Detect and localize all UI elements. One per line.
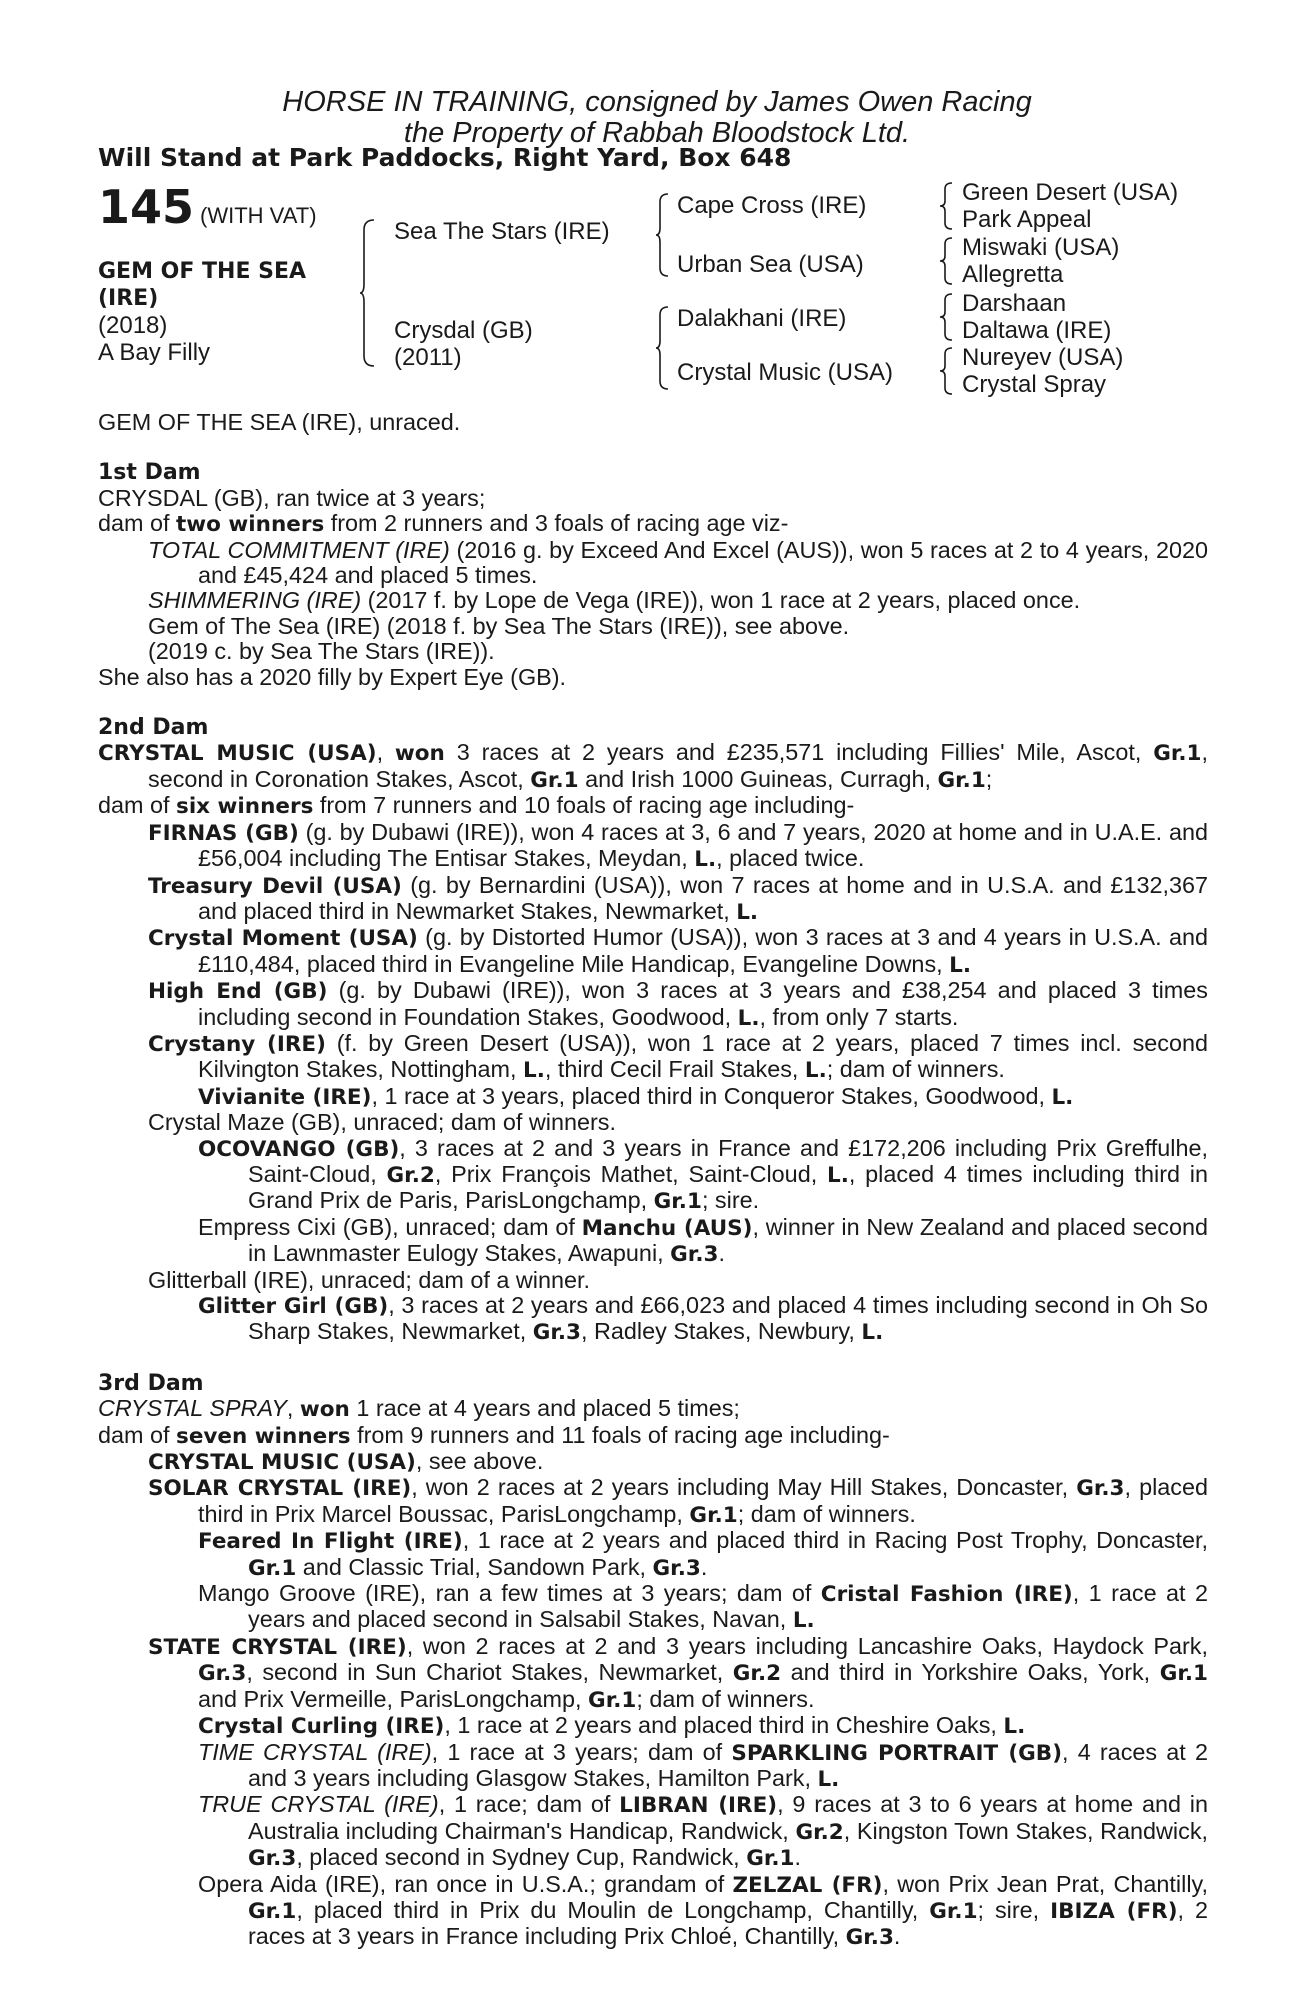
horse-name: GEM OF THE SEA bbox=[98, 259, 307, 284]
produce-state-crystal: STATE CRYSTAL (IRE), won 2 races at 2 and 3 years including Lancashire Oaks, Haydock Park, Gr.3, second in Sun Chariot Stakes, Newmarket, Gr.2 and third in Yorkshire Oaks, York, Gr.1 and Prix Vermeille, ParisLongchamp, Gr.1; dam of winners. bbox=[148, 1632, 1209, 1713]
pedigree-sire-sire: Cape Cross (IRE) bbox=[677, 192, 867, 219]
pedigree-sire-dam: Urban Sea (USA) bbox=[677, 251, 864, 278]
sire-dam-brace bbox=[360, 218, 376, 368]
pedigree-gg8: Crystal Spray bbox=[962, 371, 1107, 398]
lot-number: 145 bbox=[98, 180, 195, 234]
pedigree-dam: Crysdal (GB) bbox=[394, 317, 533, 344]
produce-solar-crystal: SOLAR CRYSTAL (IRE), won 2 races at 2 years including May Hill Stakes, Doncaster, Gr.3, placed third in Prix Marcel Boussac, ParisLongchamp, Gr.1; dam of winners. bbox=[148, 1474, 1208, 1528]
produce-crystal-music: CRYSTAL MUSIC (USA), see above. bbox=[148, 1448, 544, 1476]
second-dam-heading: 2nd Dam bbox=[98, 715, 209, 741]
pedigree-gg5: Darshaan bbox=[962, 290, 1067, 317]
intro-line: GEM OF THE SEA (IRE), unraced. bbox=[98, 409, 461, 435]
produce-time-crystal: TIME CRYSTAL (IRE), 1 race at 3 years; dam of SPARKLING PORTRAIT (GB), 4 races at 2 and 3 years including Glasgow Stakes, Hamilton Park, L. bbox=[198, 1738, 1208, 1792]
dam-parents-brace bbox=[656, 305, 670, 391]
produce-glitter-girl: Glitter Girl (GB), 3 races at 2 years and £66,023 and placed 4 times including second in Oh So Sharp Stakes, Newmarket, Gr.3, Radley Stakes, Newbury, L. bbox=[198, 1292, 1209, 1346]
second-dam-produce-summary: dam of six winners from 7 runners and 10 foals of racing age including- bbox=[98, 792, 855, 820]
pedigree-gg6: Daltawa (IRE) bbox=[962, 317, 1112, 344]
pedigree-gg7: Nureyev (USA) bbox=[962, 344, 1124, 371]
produce-crystal-moment: Crystal Moment (USA) (g. by Distorted Humor (USA)), won 3 races at 3 and 4 years in U.S.A. and £110,484, placed third in Evangeline Mile Handicap, Evangeline Downs, L. bbox=[148, 924, 1208, 978]
produce-opera-aida: Opera Aida (IRE), ran once in U.S.A.; grandam of ZELZAL (FR), won Prix Jean Prat, Chantilly, Gr.1, placed third in Prix du Moulin de Longchamp, Chantilly, Gr.1; sire, IBIZA (FR), 2 races at 3 years in France including Prix Chloé, Chantilly, Gr.3. bbox=[198, 1870, 1208, 1951]
produce-crystany: Crystany (IRE) (f. by Green Desert (USA)), won 1 race at 2 years, placed 7 times incl. second Kilvington Stakes, Nottingham, L., third Cecil Frail Stakes, L.; dam of winners. bbox=[148, 1029, 1208, 1084]
g-brace-2 bbox=[940, 236, 954, 286]
pedigree-dam-year: (2011) bbox=[394, 344, 462, 371]
produce-true-crystal: TRUE CRYSTAL (IRE), 1 race; dam of LIBRAN (IRE), 9 races at 3 to 6 years at home and in Australia including Chairman's Handicap, Randwick, Gr.2, Kingston Town Stakes, Randwick, Gr.3, placed second in Sydney Cup, Randwick, Gr.1. bbox=[198, 1791, 1209, 1872]
pedigree-dam-dam: Crystal Music (USA) bbox=[677, 359, 894, 386]
second-dam-line: CRYSTAL MUSIC (USA), won 3 races at 2 years and £235,571 including Fillies' Mile, Ascot, Gr.1, second in Coronation Stakes, Ascot, Gr.1 and Irish 1000 Guineas, Curragh, Gr.1; bbox=[98, 739, 1209, 793]
horse-description: A Bay Filly bbox=[98, 339, 211, 366]
property-line: the Property of Rabbah Bloodstock Ltd. bbox=[403, 117, 911, 149]
stand-location: Will Stand at Park Paddocks, Right Yard, Box 648 bbox=[98, 143, 792, 172]
produce-glitterball: Glitterball (IRE), unraced; dam of a winner. bbox=[148, 1266, 591, 1293]
produce-ocovango: OCOVANGO (GB), 3 races at 2 and 3 years in France and £172,206 including Prix Greffulhe, Saint-Cloud, Gr.2, Prix François Mathet, Saint-Cloud, L., placed 4 times including third in Grand Prix de Paris, ParisLongchamp, Gr.1; sire. bbox=[198, 1134, 1208, 1215]
catalogue-text bbox=[98, 410, 1208, 1951]
pedigree-gg4: Allegretta bbox=[962, 261, 1064, 288]
lot-number-block bbox=[98, 180, 317, 234]
horse-year: (2018) bbox=[98, 312, 168, 339]
first-dam-heading: 1st Dam bbox=[98, 460, 201, 486]
pedigree-sire: Sea The Stars (IRE) bbox=[394, 218, 610, 245]
sire-parents-brace bbox=[656, 192, 670, 278]
pedigree-gg1: Green Desert (USA) bbox=[962, 179, 1179, 206]
g-brace-1 bbox=[940, 181, 954, 231]
produce-feared-in-flight: Feared In Flight (IRE), 1 race at 2 years and placed third in Racing Post Trophy, Doncaster, Gr.1 and Classic Trial, Sandown Park, Gr.3. bbox=[198, 1527, 1208, 1581]
first-dam-produce-summary: dam of two winners from 2 runners and 3 foals of racing age viz- bbox=[98, 510, 789, 538]
third-dam-heading: 3rd Dam bbox=[98, 1370, 204, 1396]
g-brace-3 bbox=[940, 292, 954, 342]
first-dam-note: She also has a 2020 filly by Expert Eye (GB). bbox=[98, 663, 567, 690]
pedigree-gg3: Miswaki (USA) bbox=[962, 234, 1120, 261]
g-brace-4 bbox=[940, 346, 954, 396]
produce-firnas: FIRNAS (GB) (g. by Dubawi (IRE)), won 4 races at 3, 6 and 7 years, 2020 at home and in U.A.E. and £56,004 including The Entisar Stakes, Meydan, L., placed twice. bbox=[148, 818, 1208, 873]
produce-treasury-devil: Treasury Devil (USA) (g. by Bernardini (USA)), won 7 races at home and in U.S.A. and £132,367 and placed third in Newmarket Stakes, Newmarket, L. bbox=[148, 871, 1208, 925]
produce-empress-cixi: Empress Cixi (GB), unraced; dam of Manchu (AUS), winner in New Zealand and placed second in Lawnmaster Eulogy Stakes, Awapuni, Gr.3. bbox=[198, 1213, 1208, 1268]
produce-crystal-maze: Crystal Maze (GB), unraced; dam of winners. bbox=[148, 1109, 616, 1136]
horse-identity bbox=[98, 258, 306, 366]
vat-label: (WITH VAT) bbox=[200, 203, 317, 228]
pedigree-dam-sire: Dalakhani (IRE) bbox=[677, 305, 847, 332]
produce-2019-colt: (2019 c. by Sea The Stars (IRE)). bbox=[148, 638, 495, 665]
produce-crystal-curling: Crystal Curling (IRE), 1 race at 2 years and placed third in Cheshire Oaks, L. bbox=[198, 1712, 1026, 1740]
produce-mango-groove: Mango Groove (IRE), ran a few times at 3 years; dam of Cristal Fashion (IRE), 1 race at 2 years and placed second in Salsabil Stakes, Navan, L. bbox=[198, 1580, 1208, 1634]
consignor-line: HORSE IN TRAINING, consigned by James Owen Racing bbox=[282, 86, 1032, 118]
produce-gem-of-the-sea: Gem of The Sea (IRE) (2018 f. by Sea The Stars (IRE)), see above. bbox=[148, 612, 850, 639]
third-dam-line: CRYSTAL SPRAY, won 1 race at 4 years and placed 5 times; bbox=[98, 1395, 740, 1423]
produce-high-end: High End (GB) (g. by Dubawi (IRE)), won 3 races at 3 years and £38,254 and placed 3 times including second in Foundation Stakes, Goodwood, L., from only 7 starts. bbox=[148, 977, 1208, 1031]
first-dam-line: CRYSDAL (GB), ran twice at 3 years; bbox=[98, 484, 486, 511]
pedigree-gg2: Park Appeal bbox=[962, 206, 1092, 233]
produce-total-commitment: TOTAL COMMITMENT (IRE) (2016 g. by Exceed And Excel (AUS)), won 5 races at 2 to 4 years, 2020 and £45,424 and placed 5 times. bbox=[148, 536, 1208, 589]
produce-vivianite: Vivianite (IRE), 1 race at 3 years, placed third in Conqueror Stakes, Goodwood, L. bbox=[198, 1082, 1074, 1110]
produce-shimmering: SHIMMERING (IRE) (2017 f. by Lope de Vega (IRE)), won 1 race at 2 years, placed once. bbox=[148, 587, 1081, 614]
horse-country: (IRE) bbox=[98, 286, 159, 311]
third-dam-produce-summary: dam of seven winners from 9 runners and 11 foals of racing age including- bbox=[98, 1421, 890, 1449]
